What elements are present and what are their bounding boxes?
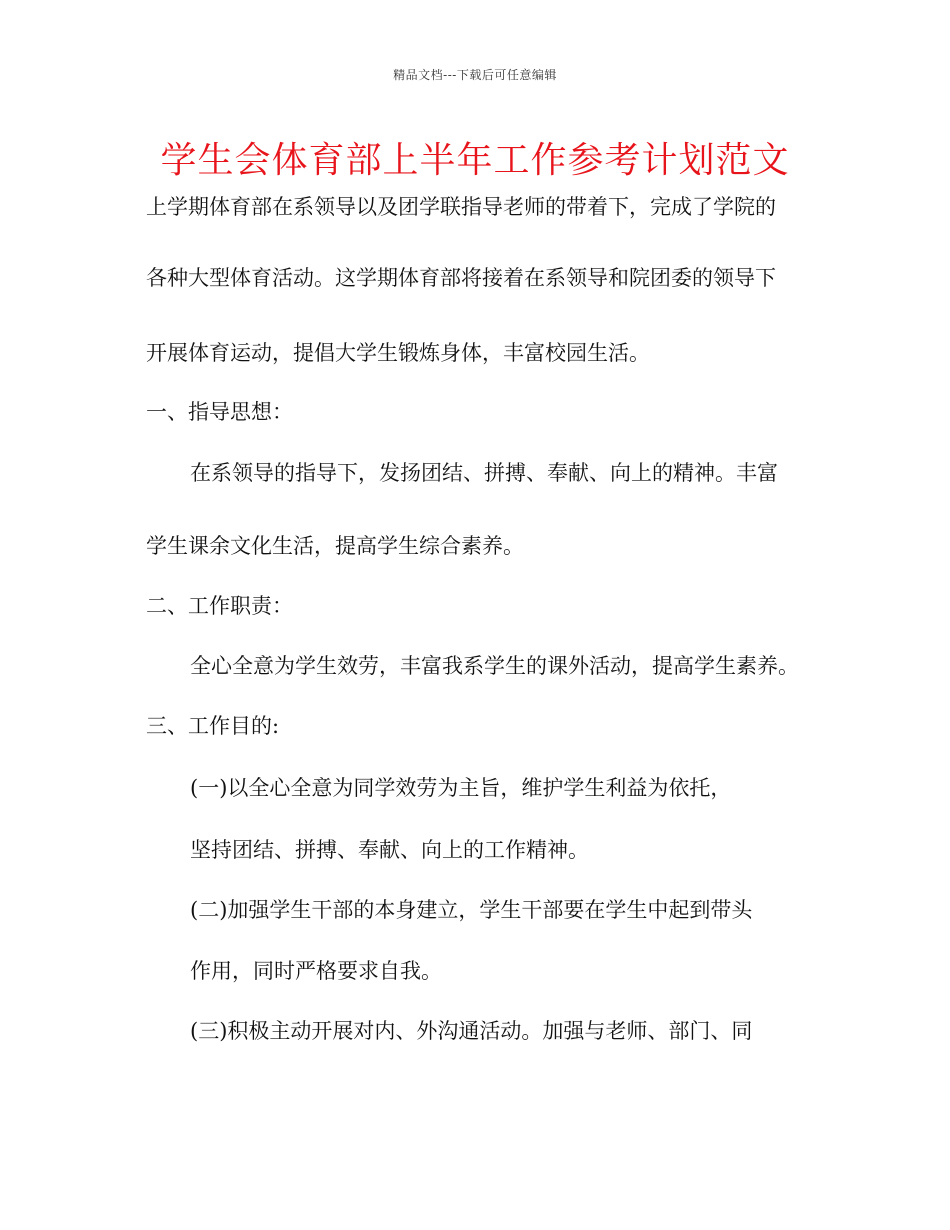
body-paragraph-line: 全心全意为学生效劳，丰富我系学生的课外活动，提高学生素养。 [190,654,799,678]
body-paragraph-line: 在系领导的指导下，发扬团结、拼搏、奉献、向上的精神。丰富 [190,461,778,485]
body-paragraph-line: 各种大型体育活动。这学期体育部将接着在系领导和院团委的领导下 [146,266,776,290]
list-item-line: (一)以全心全意为同学效劳为主旨，维护学生利益为依托， [190,776,732,800]
body-paragraph-line: 学生课余文化生活，提高学生综合素养。 [146,534,524,558]
document-title: 学生会体育部上半年工作参考计划范文 [160,140,790,181]
section-heading-duties: 二、工作职责： [146,594,293,618]
page-header: 精品文档---下载后可任意编辑 [393,68,557,82]
list-item-line: 作用，同时严格要求自我。 [190,959,442,983]
section-heading-goals: 三、工作目的: [146,714,280,738]
section-heading-guiding-thought: 一、指导思想： [146,400,293,424]
list-item-line: (三)积极主动开展对内、外沟通活动。加强与老师、部门、同 [190,1019,753,1043]
list-item-line: 坚持团结、拼搏、奉献、向上的工作精神。 [190,838,589,862]
body-paragraph-line: 开展体育运动，提倡大学生锻炼身体，丰富校园生活。 [146,341,650,365]
body-paragraph-line: 上学期体育部在系领导以及团学联指导老师的带着下，完成了学院的 [146,195,776,219]
list-item-line: (二)加强学生干部的本身建立，学生干部要在学生中起到带头 [190,898,753,922]
